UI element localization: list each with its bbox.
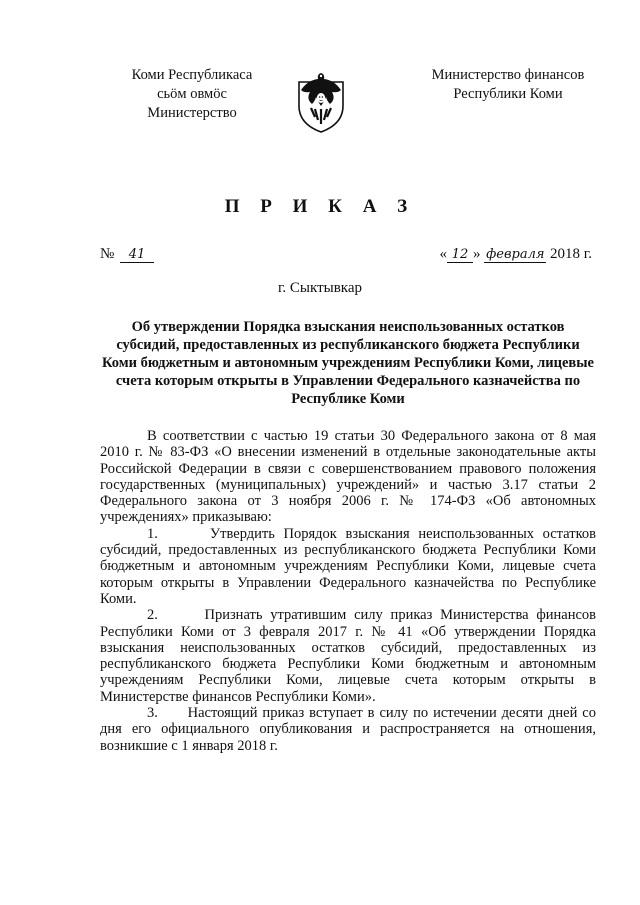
header-komi-ministry (112, 66, 272, 123)
header-left-line: сьӧм овмӧс (157, 86, 227, 102)
header-ministry-of-finance (408, 66, 608, 104)
date-year: 2018 г. (550, 246, 592, 262)
document-type-title: П Р И К А З (224, 196, 416, 217)
preamble-paragraph: В соответствии с частью 19 статьи 30 Федерального закона от 8 мая 2010 г. № 83-ФЗ «О внесении изменений в отдельные законодательные акты Российской Федерации в связи с совершенствованием правового положения государственных (муниципальных) учреждений» и частью 3.17 статьи 2 Федерального закона от 3 ноября 2006 г. № 174-ФЗ «Об автономных учреждениях» приказываю: (100, 428, 596, 526)
komi-coat-of-arms-icon (296, 64, 346, 134)
date-open-quote: « (439, 246, 448, 262)
order-number (100, 246, 154, 263)
header-right-line: Республики Коми (453, 86, 563, 102)
order-item: 1. Утвердить Порядок взыскания неиспользованных остатков субсидий, предоставленных из республиканского бюджета Республики Коми бюджетным и автономным учреждениям Республики Коми, лицевые счета которым открыты в Управлении Федерального казначейства по Республике Коми. (100, 525, 596, 607)
date-month: февраля (486, 247, 545, 262)
header-left-line: Министерство (147, 105, 237, 121)
order-date (440, 246, 592, 263)
date-close-quote: » (473, 246, 481, 262)
header-left-line: Коми Республикаса (131, 67, 253, 83)
date-day: 12 (447, 248, 473, 263)
order-subject: Об утверждении Порядка взыскания неиспользованных остатков субсидий, предоставленных из республиканского бюджета Республики Коми бюджетным и автономным учреждениям Республики Коми, лицевые счета которым открыты в Управлении Федерального казначейства по Республике Коми (101, 319, 594, 407)
city: г. Сыктывкар (277, 280, 363, 296)
number-prefix: № (100, 246, 115, 262)
order-item: 3. Настоящий приказ вступает в силу по истечении десяти дней со дня его официального опубликования и распространяется на отношения, возникшие с 1 января 2018 г. (100, 705, 596, 754)
order-number-value: 41 (120, 248, 154, 263)
header-right-line: Министерство финансов (431, 67, 585, 83)
order-item: 2. Признать утратившим силу приказ Министерства финансов Республики Коми от 3 февраля 2017 г. № 41 «Об утверждении Порядка взыскания неиспользованных остатков субсидий, предоставленных из республиканского бюджета Республики Коми бюджетным и автономным учреждениям Республики Коми, лицевые счета которым открыты в Министерстве финансов Республики Коми». (100, 607, 596, 705)
order-body (100, 428, 596, 754)
